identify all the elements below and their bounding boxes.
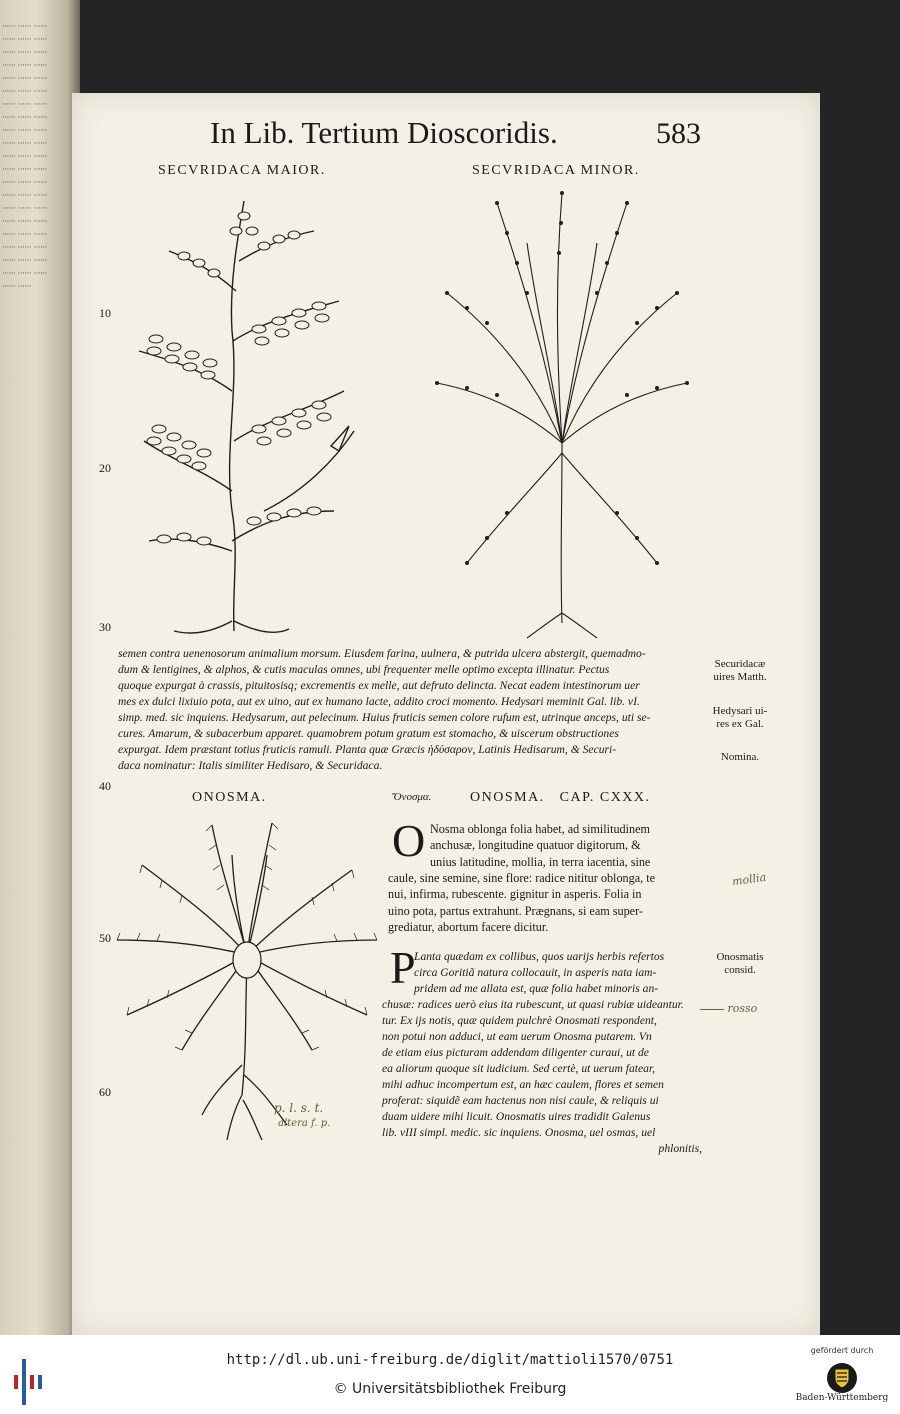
margin-note-line: Onosmatis	[716, 951, 764, 963]
margin-note-line: Hedysari ui-	[712, 705, 768, 717]
caption-securidaca-minor: SECVRIDACA MINOR.	[472, 163, 640, 178]
line-number: 20	[99, 461, 111, 475]
text-line: phlonitis,	[658, 1142, 702, 1155]
document-url[interactable]: http://dl.ub.uni-freiburg.de/diglit/mattioli1570/0751	[226, 1352, 674, 1368]
copyright-notice: © Universitätsbibliothek Freiburg	[333, 1381, 567, 1397]
text-line: ea aliorum quoque sit iudicium. Sed certè, ut uerum fatear,	[382, 1062, 656, 1075]
text-line: duam uidere mihi licuit. Onosmatis uires tradidit Galenus	[382, 1110, 651, 1123]
handwritten-dash	[700, 1009, 724, 1010]
text-line: daca nominatur: Italis similiter Hedisaro, & Securidaca.	[118, 759, 383, 772]
text-line: caule, sine semine, sine flore: radice nititur oblonga, te	[388, 871, 656, 885]
text-line: tur. Ex ijs notis, quæ quidem pulchrè Onosmati respondent,	[382, 1014, 657, 1027]
dioscorides-text	[430, 821, 710, 870]
line-number: 40	[99, 779, 111, 793]
securidaca-maior-woodcut	[114, 191, 384, 639]
text-line: circa Goritiã natura collocauit, in asperis nata iam-	[414, 966, 657, 979]
margin-note-line: res ex Gal.	[716, 718, 764, 730]
commentary-paragraph-securidaca	[118, 646, 698, 774]
handwritten-annotation-rosso	[700, 1002, 757, 1015]
dioscorides-text-cont	[388, 870, 708, 935]
sponsor-name: Baden-Württemberg	[795, 1393, 889, 1403]
coat-of-arms-icon	[826, 1362, 858, 1394]
running-head: In Lib. Tertium Dioscoridis.	[210, 115, 558, 150]
caption-securidaca-maior: SECVRIDACA MAIOR.	[158, 163, 326, 178]
text-line: anchusæ, longitudine quatuor digitorum, &	[430, 838, 641, 853]
line-number: 10	[99, 306, 111, 320]
handwritten-note-bottom-1: p. l. s. t.	[274, 1101, 324, 1115]
sponsor-block	[792, 1346, 892, 1403]
margin-note-line: consid.	[724, 964, 756, 976]
book-page	[72, 93, 820, 1335]
onosma-woodcut	[112, 815, 382, 1145]
line-number: 50	[99, 931, 111, 945]
text-line: nui, infirma, rubescente. gignitur in asperis. Folia in	[388, 887, 642, 902]
page-number: 583	[656, 117, 701, 150]
drop-capital: P	[390, 942, 416, 993]
commentary-onosma	[414, 949, 704, 997]
caption-onosma-figure: ONOSMA.	[192, 790, 267, 805]
handwritten-note-bottom-2: altera f. p.	[278, 1118, 331, 1129]
text-line: mes ex dulci lixiuio pota, aut ex uino, aut ex humano lacte, addito croci momento. Hedysari meminit Gal. lib. vI.	[118, 695, 640, 708]
text-line: proferat: siquidẽ eam hactenus non nisi caule, & reliquis ui	[382, 1094, 659, 1107]
text-line: pridem ad me allata est, quæ folia habet minoris an-	[414, 982, 659, 995]
text-line: grediatur, abortum facere dicitur.	[388, 919, 549, 934]
text-line: quoque expurgat à crassis, pituitosisq; excrementis ex melle, aut defruto delincta. Necat eadem intestinorum uer	[118, 679, 640, 692]
margin-note-nomina: Nomina.	[720, 751, 760, 763]
margin-note-hedysari	[702, 705, 778, 731]
sponsor-label: gefördert durch	[810, 1346, 874, 1355]
text-line: expurgat. Idem præstant totius fruticis ramuli. Planta quæ Græcis ἡδύσαρον, Latinis Hedisarum, & Securi-	[118, 743, 617, 756]
commentary-onosma-cont	[382, 997, 702, 1157]
securidaca-minor-woodcut	[427, 183, 697, 643]
greek-name: Ὄνοσμα.	[392, 791, 432, 803]
text-line: semen contra uenenosorum animalium morsum. Eiusdem farina, uulnera, & putrida ulcera abstergit, quemadmo-	[118, 647, 646, 660]
margin-note-line: Securidacæ	[714, 658, 766, 670]
line-number: 60	[99, 1085, 111, 1099]
text-line: Nosma oblonga folia habet, ad similitudinem	[430, 822, 651, 836]
left-page-edge	[0, 0, 80, 1335]
text-line: uino pota, partus extrahunt. Prægnans, si eam super-	[388, 903, 643, 918]
text-line: cures. Amarum, & subacerbum apparet. quamobrem potum gratum est stomacho, & uiscerum obstructiones	[118, 727, 619, 740]
text-line: Lanta quædam ex collibus, quos uarijs herbis refertos	[414, 950, 665, 963]
handwritten-word: rosso	[727, 1002, 758, 1015]
text-line: unius latitudine, mollia, in terra iacentia, sine	[430, 854, 651, 869]
text-line: mihi adhuc incompertum est, an hæc caulem, flores et semen	[382, 1078, 664, 1091]
text-line: lib. vIII simpl. medic. sic inquiens. Onosma, uel osmas, uel	[382, 1126, 656, 1139]
text-line: dum & lentigines, & alphos, & cutis maculas omnes, ubi frequenter melle optimo excepta illinatur. Pectus	[118, 663, 610, 676]
margin-note-line: uires Matth.	[713, 671, 767, 683]
chapter-heading: ONOSMA. CAP. CXXX.	[470, 790, 651, 805]
line-number: 30	[99, 620, 111, 634]
text-line: non potui non adduci, ut eam uerum Onosma putarem. Vn	[382, 1030, 652, 1043]
viewer-footer	[0, 1335, 900, 1414]
text-line: chusæ: radices uerò eius ita rubescunt, ut quasi rubiæ uideantur.	[382, 998, 684, 1011]
margin-note-onosmatis	[702, 951, 778, 977]
drop-capital: O	[392, 815, 426, 866]
handwritten-annotation-mollia: mollia	[731, 870, 767, 889]
left-page-fragment: ······ ······ ······ ······ ······ ······ ······ ······ ······ ······ ······ ······ ······ ······ ······ ······ ······ ······ ······ ······ ······ ······ ······ ······ ······ ······ ······ ······ ······ ······ ······ ······ ······ ······ ······ ······ ······ ······ ······ ······ ······ ······ ······ ······ ······ ······ ······ ······ ······ ······ ······ ······ ······ ······ ······ ······ ······ ······ ······ ······ ······ ······	[2, 21, 47, 291]
margin-note-securidacae	[702, 658, 778, 684]
text-line: de etiam eius picturam addendam diligenter curaui, ut de	[382, 1046, 649, 1059]
text-line: simp. med. sic inquiens. Hedysarum, aut pelecinum. Huius fruticis semen colore rufum est, utrinque anceps, uti se-	[118, 711, 651, 724]
